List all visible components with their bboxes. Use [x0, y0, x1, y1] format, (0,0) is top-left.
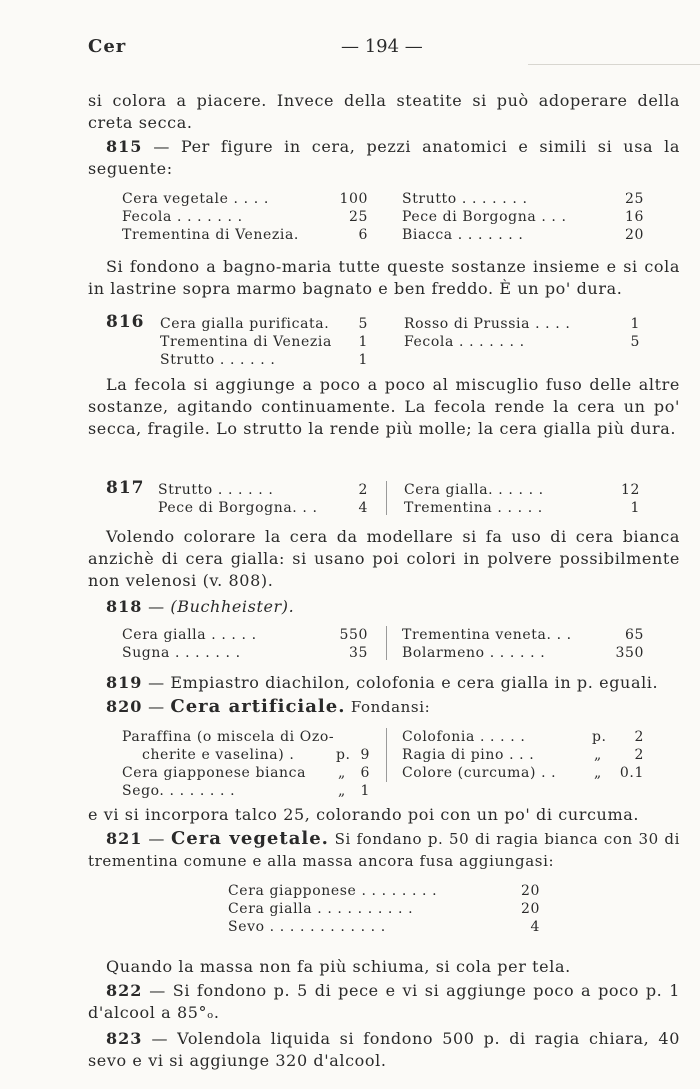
section-heading: Cera vegetale.: [170, 828, 329, 849]
section-dash: —: [142, 829, 171, 848]
ingredient-name: Ragia di pino . . .: [402, 747, 535, 763]
ingredient-name: Trementina . . . . .: [404, 500, 543, 516]
ingredient-unit: „: [338, 783, 346, 799]
section-823: [88, 1028, 680, 1072]
ingredient-qty: 25: [348, 209, 368, 225]
ingredient-qty: 20: [520, 901, 540, 917]
section-heading: Cera artificiale.: [170, 696, 346, 717]
paragraph-text: La fecola si aggiunge a poco a poco al miscuglio fuso delle altre sostanze, agitando continuamente. La fecola rende la cera un po' secca, fragile. Lo strutto la rende più molle; la cera gialla più dura.: [88, 375, 680, 438]
ingredient-name: Biacca . . . . . . .: [402, 227, 524, 243]
recipe-table-820: [122, 728, 662, 800]
ingredient-qty: 1: [630, 316, 640, 332]
section-822: [88, 980, 680, 1024]
ingredient-qty: 6: [360, 765, 370, 781]
ingredient-name: Strutto . . . . . . .: [402, 191, 528, 207]
table-row: [228, 900, 548, 918]
ingredient-qty: 5: [358, 316, 368, 332]
ingredient-name: Trementina veneta. . .: [402, 627, 572, 643]
ingredient-qty: 65: [624, 627, 644, 643]
section-818: [88, 596, 680, 618]
ingredient-name: Bolarmeno . . . . . .: [402, 645, 546, 661]
section-dash: —: [142, 697, 171, 716]
table-row: [122, 782, 662, 800]
section-text: — Per figure in cera, pezzi anatomici e simili si usa la seguente:: [88, 137, 680, 178]
ingredient-name: Colore (curcuma) . .: [402, 765, 557, 781]
recipe-table-818: [122, 626, 662, 662]
section-815: [88, 136, 680, 180]
ingredient-name: Cera gialla . . . . .: [122, 627, 257, 643]
ingredient-name: Colofonia . . . . .: [402, 729, 526, 745]
section-number: 817: [106, 478, 145, 498]
ingredient-name: Cera gialla. . . . . .: [404, 482, 544, 498]
ingredient-qty: 0.1: [619, 765, 644, 781]
ingredient-name: Sego. . . . . . . .: [122, 783, 236, 799]
ingredient-qty: 4: [530, 919, 540, 935]
table-row: [122, 644, 662, 662]
section-text: — Volendola liquida si fondono 500 p. di ragia chiara, 40 sevo e vi si aggiunge 320 d'alcool.: [88, 1029, 680, 1070]
table-row: [122, 746, 662, 764]
ingredient-unit: p.: [336, 747, 351, 763]
ingredient-qty: 20: [624, 227, 644, 243]
ingredient-unit: p.: [592, 729, 607, 745]
table-row: [122, 226, 662, 244]
header-rule: [528, 64, 700, 65]
ingredient-name: Strutto . . . . . .: [160, 352, 276, 368]
ingredient-qty: 4: [358, 500, 368, 516]
ingredient-unit: „: [594, 765, 602, 781]
section-text: Si fondano p. 50 di ragia bianca con 30 di trementina comune e alla massa ancora fusa aggiungasi:: [88, 830, 680, 870]
ingredient-name: Paraffina (o miscela di Ozo-: [122, 729, 335, 745]
ingredient-name: Cera giapponese bianca: [122, 765, 307, 781]
ingredient-name: Cera gialla purificata.: [160, 316, 330, 332]
section-text: — Empiastro diachilon, colofonia e cera gialla in p. eguali.: [142, 673, 659, 692]
ingredient-name: Trementina di Venezia: [160, 334, 332, 350]
section-number: 815: [106, 137, 143, 156]
ingredient-name: Strutto . . . . . .: [158, 482, 274, 498]
section-819: [88, 672, 680, 694]
paragraph-821-method: [88, 956, 680, 978]
ingredient-qty: 35: [348, 645, 368, 661]
ingredient-name: Pece di Borgogna. . .: [158, 500, 318, 516]
section-number: 823: [106, 1029, 143, 1048]
table-row: [228, 918, 548, 936]
section-number: 821: [106, 829, 143, 848]
page-header: [88, 36, 678, 60]
column-divider: [386, 728, 387, 782]
ingredient-qty: 1: [358, 334, 368, 350]
paragraph-820-method: [88, 804, 680, 826]
section-number: 818: [106, 597, 143, 616]
section-number: 819: [106, 673, 143, 692]
table-row: [160, 315, 660, 333]
ingredient-qty: 100: [339, 191, 368, 207]
ingredient-qty: 1: [630, 500, 640, 516]
recipe-table-815: [122, 190, 662, 244]
ingredient-qty: 20: [520, 883, 540, 899]
ingredient-name: Fecola . . . . . . .: [404, 334, 525, 350]
ingredient-qty: 2: [634, 747, 644, 763]
table-row: [122, 728, 662, 746]
table-row: [158, 499, 658, 517]
ingredient-qty: 9: [360, 747, 370, 763]
recipe-table-816: [160, 315, 660, 369]
paragraph-text: si colora a piacere. Invece della steatite si può adoperare della creta secca.: [88, 91, 680, 132]
section-number: 820: [106, 697, 143, 716]
ingredient-name: Cera vegetale . . . .: [122, 191, 269, 207]
ingredient-name: Rosso di Prussia . . . .: [404, 316, 571, 332]
section-number: 822: [106, 981, 143, 1000]
ingredient-qty: 1: [360, 783, 370, 799]
section-number: 816: [106, 312, 145, 332]
recipe-table-817: [158, 481, 658, 517]
paragraph-text: Quando la massa non fa più schiuma, si cola per tela.: [106, 957, 571, 976]
ingredient-qty: 12: [620, 482, 640, 498]
author-name: (Buchheister).: [170, 597, 295, 616]
paragraph-815-method: [88, 256, 680, 300]
table-row: [122, 190, 662, 208]
ingredient-name: Sugna . . . . . . .: [122, 645, 241, 661]
table-row: [160, 351, 660, 369]
table-row: [160, 333, 660, 351]
table-row: [158, 481, 658, 499]
section-821: [88, 828, 680, 872]
ingredient-name: cherite e vaselina) .: [142, 747, 295, 763]
ingredient-qty: 2: [358, 482, 368, 498]
ingredient-unit: „: [594, 747, 602, 763]
page-number: — 194 —: [341, 36, 423, 57]
ingredient-qty: 5: [630, 334, 640, 350]
column-divider: [386, 626, 387, 660]
ingredient-name: Sevo . . . . . . . . . . . .: [228, 919, 386, 935]
ingredient-qty: 16: [624, 209, 644, 225]
ingredient-qty: 2: [634, 729, 644, 745]
ingredient-qty: 350: [615, 645, 644, 661]
paragraph-text: e vi si incorpora talco 25, colorando poi con un po' di curcuma.: [88, 805, 640, 824]
paragraph-816-method: [88, 374, 680, 440]
paragraph-intro: [88, 90, 680, 134]
section-text: Fondansi:: [345, 698, 431, 716]
column-divider: [386, 481, 387, 515]
paragraph-text: Si fondono a bagno-maria tutte queste sostanze insieme e si cola in lastrine sopra marmo bagnato e ben freddo. È un po' dura.: [88, 257, 680, 298]
paragraph-text: Volendo colorare la cera da modellare si fa uso di cera bianca anzichè di cera gialla: si usano poi colori in polvere possibilmente non velenosi (v. 808).: [88, 527, 680, 590]
section-text: —: [142, 597, 171, 616]
ingredient-qty: 6: [358, 227, 368, 243]
paragraph-817-note: [88, 526, 680, 592]
ingredient-unit: „: [338, 765, 346, 781]
ingredient-name: Fecola . . . . . . .: [122, 209, 243, 225]
ingredient-qty: 25: [624, 191, 644, 207]
ingredient-qty: 1: [358, 352, 368, 368]
ingredient-name: Pece di Borgogna . . .: [402, 209, 567, 225]
ingredient-name: Cera gialla . . . . . . . . . .: [228, 901, 414, 917]
table-row: [122, 208, 662, 226]
table-row: [122, 764, 662, 782]
table-row: [228, 882, 548, 900]
ingredient-qty: 550: [339, 627, 368, 643]
section-820: [88, 696, 680, 718]
running-head: Cer: [88, 36, 127, 57]
section-text: — Si fondono p. 5 di pece e vi si aggiunge poco a poco p. 1 d'alcool a 85°ₒ.: [88, 981, 680, 1022]
table-row: [122, 626, 662, 644]
recipe-table-821: [228, 882, 548, 936]
ingredient-name: Trementina di Venezia.: [122, 227, 299, 243]
ingredient-name: Cera giapponese . . . . . . . .: [228, 883, 438, 899]
